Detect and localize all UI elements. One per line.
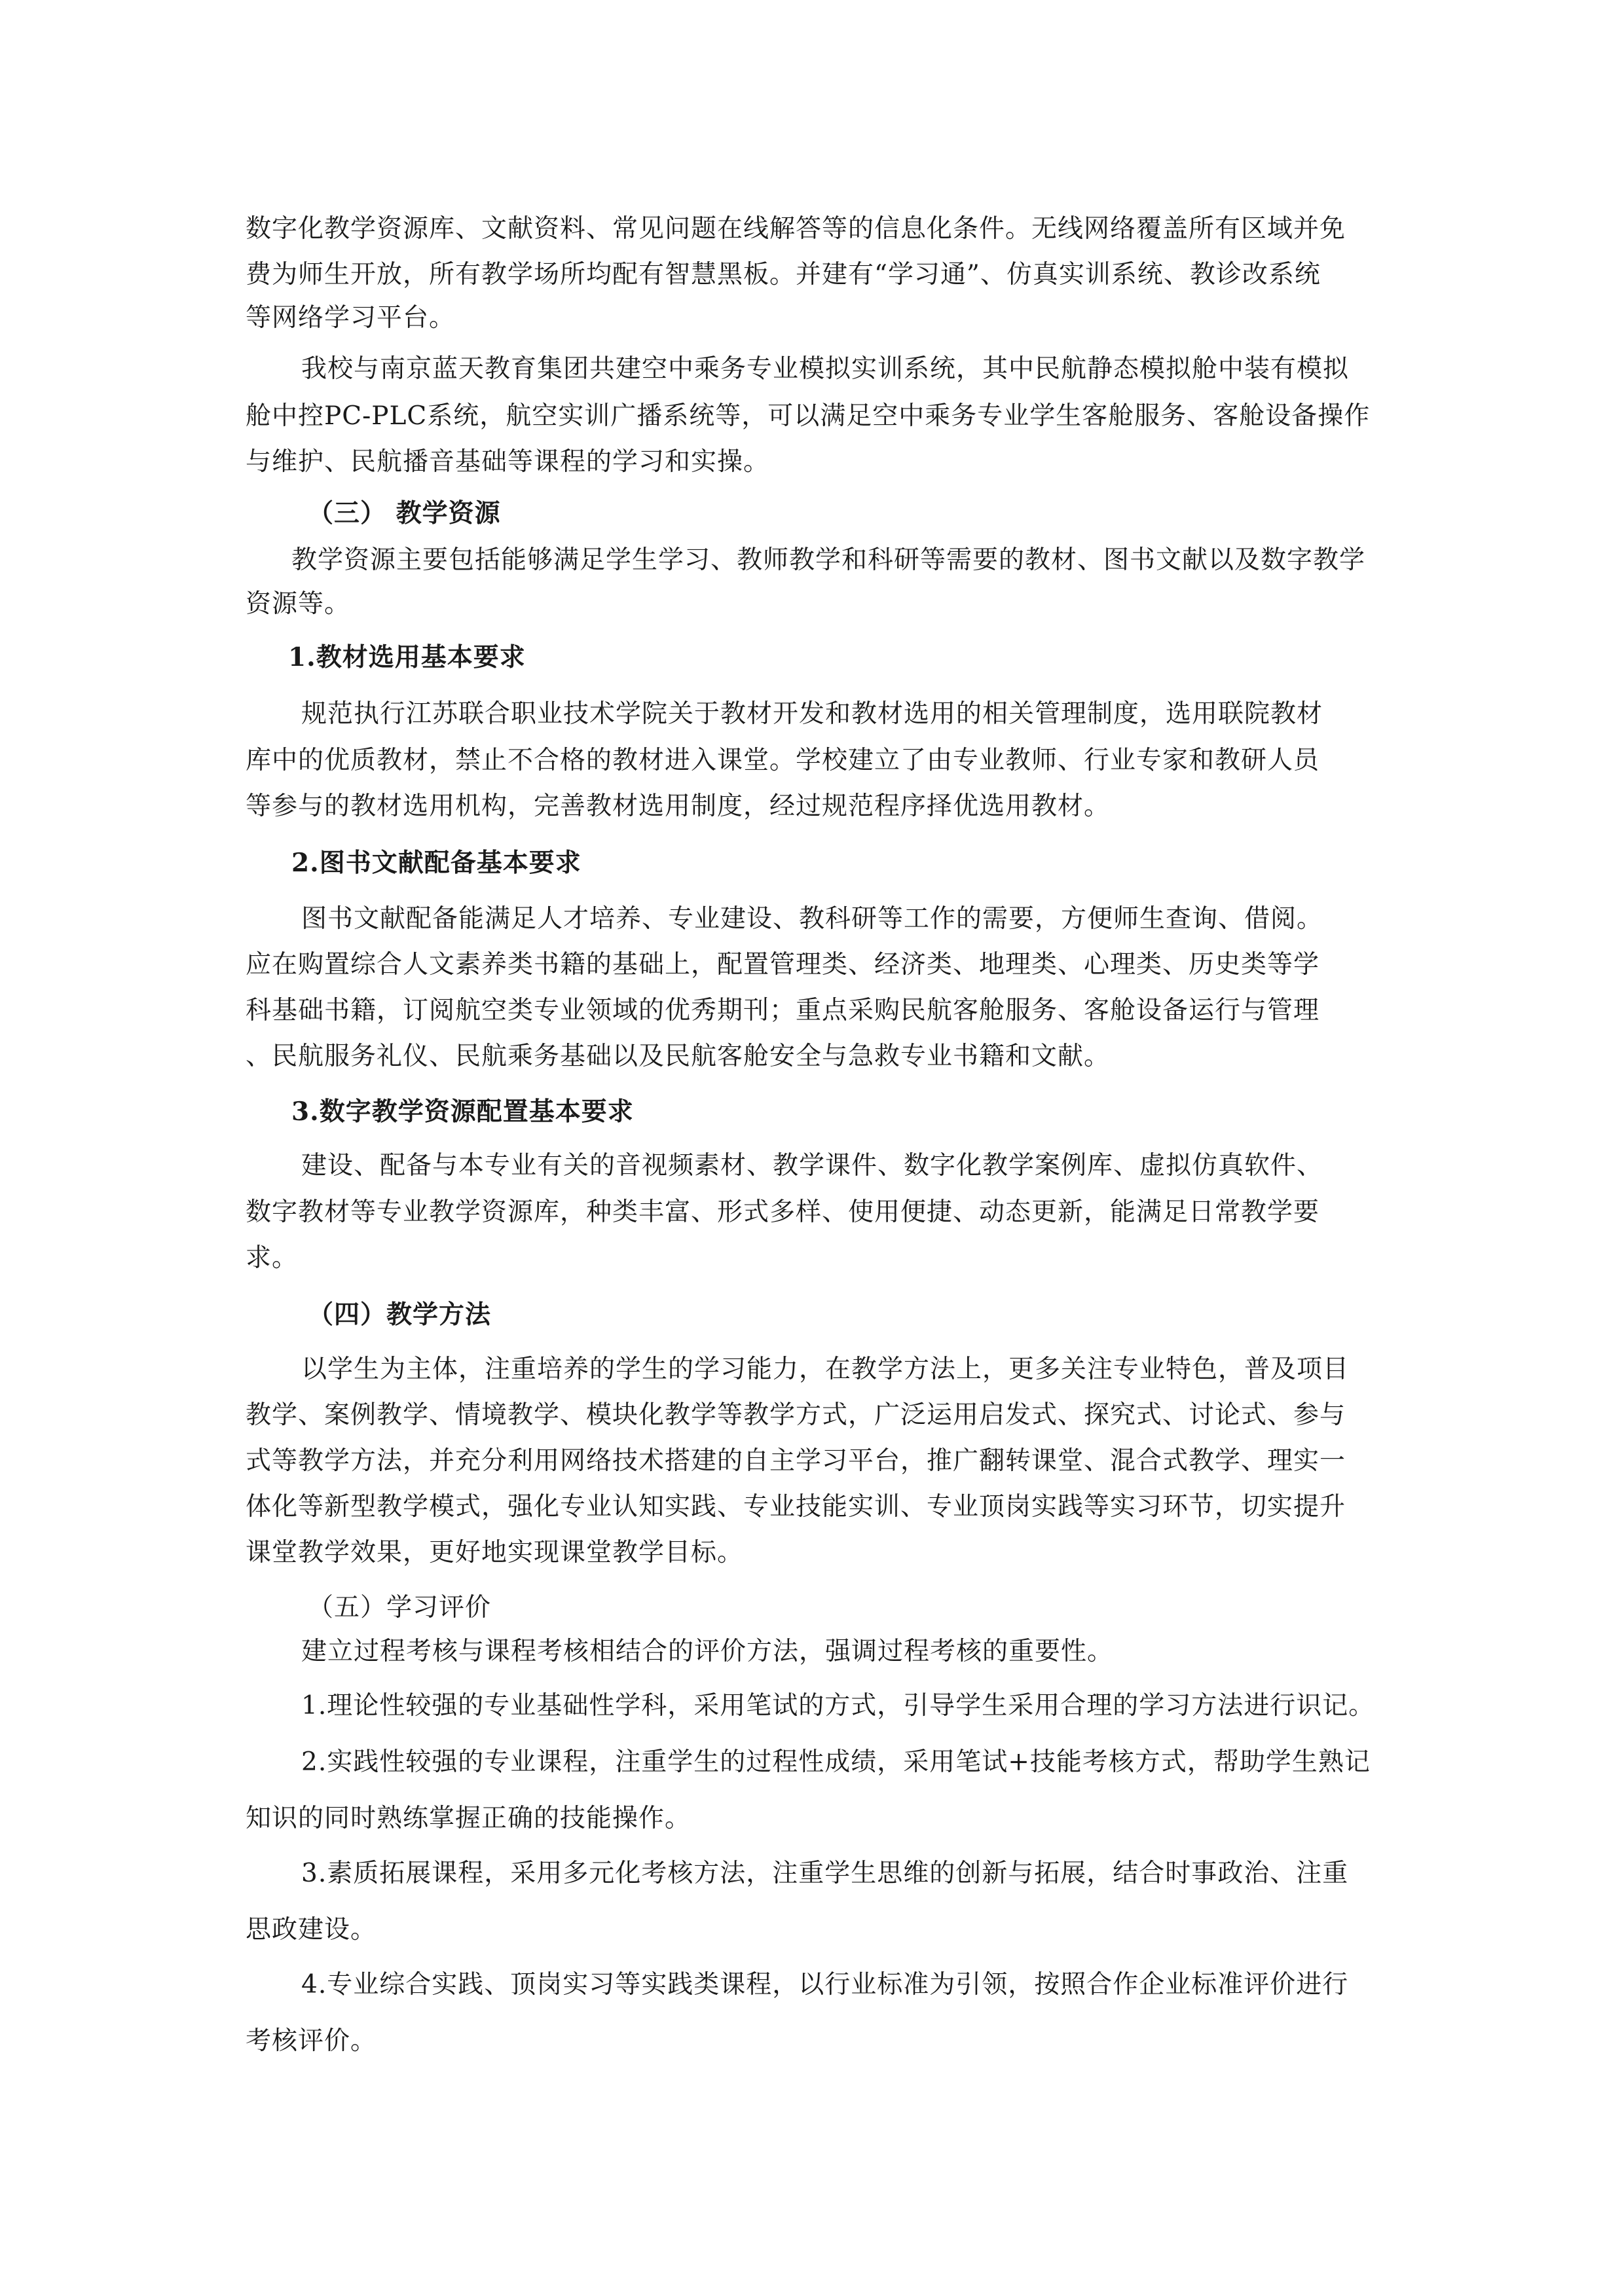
resources-line-1: 教学资源主要包括能够满足学生学习、教师教学和科研等需要的教材、图书文献以及数字教学 xyxy=(291,545,1366,575)
methods-line-3: 式等教学方法，并充分利用网络技术搭建的自主学习平台，推广翻转课堂、混合式教学、理实一 xyxy=(246,1446,1346,1476)
heading-teaching-resources: （三） 教学资源 xyxy=(308,498,501,528)
intro-line-3: 等网络学习平台。 xyxy=(246,303,456,333)
sim-line-2: 舱中控PC-PLC系统，航空实训广播系统等，可以满足空中乘务专业学生客舱服务、客舱设备操作 xyxy=(246,401,1371,431)
sim-line-3: 与维护、民航播音基础等课程的学习和实操。 xyxy=(246,447,770,477)
eval-item-2-line-1: 2.实践性较强的专业课程，注重学生的过程性成绩，采用笔试+技能考核方式，帮助学生熟记 xyxy=(301,1747,1371,1777)
eval-item-3-line-1: 3.素质拓展课程，采用多元化考核方法，注重学生思维的创新与拓展，结合时事政治、注重 xyxy=(301,1859,1349,1888)
library-line-4: 、民航服务礼仪、民航乘务基础以及民航客舱安全与急救专业书籍和文献。 xyxy=(246,1042,1111,1071)
eval-intro-line: 建立过程考核与课程考核相结合的评价方法，强调过程考核的重要性。 xyxy=(301,1637,1114,1666)
heading-teaching-methods: （四）教学方法 xyxy=(308,1300,492,1330)
methods-line-4: 体化等新型教学模式，强化专业认知实践、专业技能实训、专业顶岗实践等实习环节，切实提升 xyxy=(246,1492,1346,1522)
resources-line-2: 资源等。 xyxy=(246,589,351,619)
digital-line-3: 求。 xyxy=(246,1243,299,1273)
library-line-1: 图书文献配备能满足人才培养、专业建设、教科研等工作的需要，方便师生查询、借阅。 xyxy=(301,904,1323,934)
eval-item-4-line-1: 4.专业综合实践、顶岗实习等实践类课程，以行业标准为引领，按照合作企业标准评价进行 xyxy=(301,1970,1349,1999)
methods-line-1: 以学生为主体，注重培养的学生的学习能力，在教学方法上，更多关注专业特色，普及项目 xyxy=(301,1355,1350,1384)
intro-line-2: 费为师生开放，所有教学场所均配有智慧黑板。并建有“学习通”、仿真实训系统、教诊改系统 xyxy=(246,260,1321,289)
methods-line-2: 教学、案例教学、情境教学、模块化教学等教学方式，广泛运用启发式、探究式、讨论式、参与 xyxy=(246,1400,1346,1430)
heading-library-resources: 2.图书文献配备基本要求 xyxy=(291,848,581,878)
digital-line-1: 建设、配备与本专业有关的音视频素材、教学课件、数字化教学案例库、虚拟仿真软件、 xyxy=(301,1151,1323,1180)
intro-line-1: 数字化教学资源库、文献资料、常见问题在线解答等的信息化条件。无线网络覆盖所有区域并免 xyxy=(246,214,1346,244)
textbook-line-2: 库中的优质教材，禁止不合格的教材进入课堂。学校建立了由专业教师、行业专家和教研人员 xyxy=(246,746,1320,775)
eval-item-4-line-2: 考核评价。 xyxy=(246,2026,377,2056)
eval-item-1-line-1: 1.理论性较强的专业基础性学科，采用笔试的方式，引导学生采用合理的学习方法进行识记。 xyxy=(301,1691,1375,1721)
sim-line-1: 我校与南京蓝天教育集团共建空中乘务专业模拟实训系统，其中民航静态模拟舱中装有模拟 xyxy=(301,354,1350,384)
library-line-3: 科基础书籍，订阅航空类专业领域的优秀期刊；重点采购民航客舱服务、客舱设备运行与管理 xyxy=(246,996,1320,1025)
methods-line-5: 课堂教学效果，更好地实现课堂教学目标。 xyxy=(246,1538,744,1567)
digital-line-2: 数字教材等专业教学资源库，种类丰富、形式多样、使用便捷、动态更新，能满足日常教学要 xyxy=(246,1197,1320,1227)
textbook-line-3: 等参与的教材选用机构，完善教材选用制度，经过规范程序择优选用教材。 xyxy=(246,792,1111,821)
heading-digital-resources: 3.数字教学资源配置基本要求 xyxy=(291,1097,634,1127)
eval-item-2-line-2: 知识的同时熟练掌握正确的技能操作。 xyxy=(246,1804,692,1833)
textbook-line-1: 规范执行江苏联合职业技术学院关于教材开发和教材选用的相关管理制度，选用联院教材 xyxy=(301,699,1323,729)
library-line-2: 应在购置综合人文素养类书籍的基础上，配置管理类、经济类、地理类、心理类、历史类等学 xyxy=(246,950,1320,979)
heading-learning-evaluation: （五）学习评价 xyxy=(308,1593,492,1622)
eval-item-3-line-2: 思政建设。 xyxy=(246,1915,377,1944)
heading-textbook-selection: 1.教材选用基本要求 xyxy=(288,642,526,672)
